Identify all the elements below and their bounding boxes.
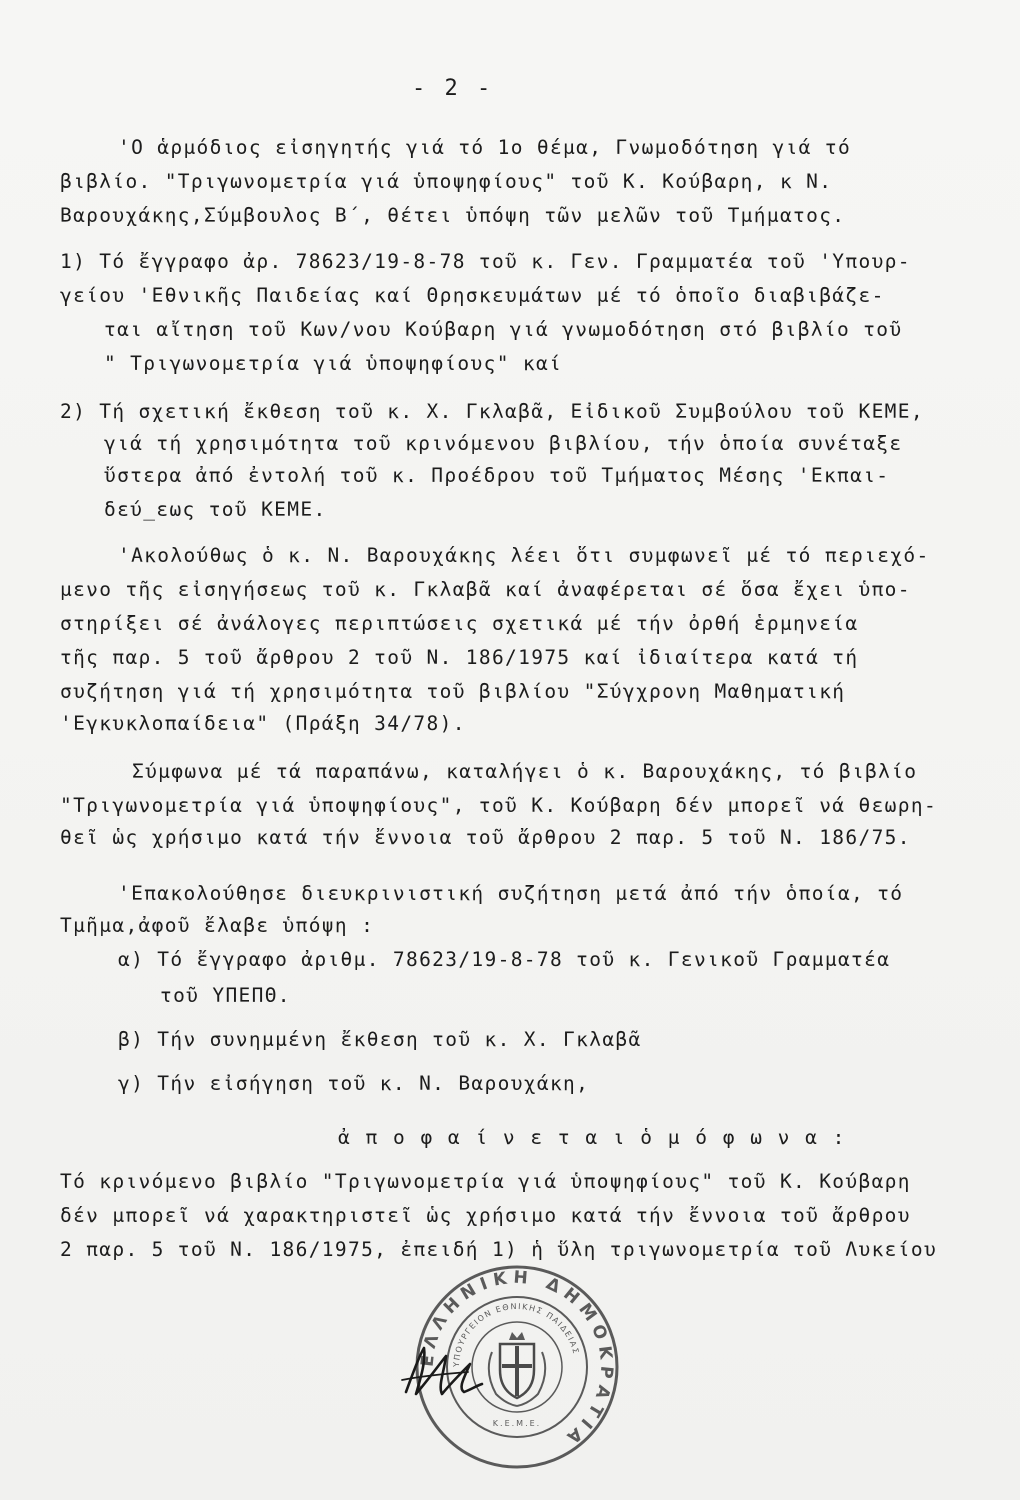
item1-line-2: γείου 'Εθνικῆς Παιδείας καί Θρησκευμάτων μέ τό ὁποῖο διαβιβάζε- [60, 284, 885, 307]
stamp-inner-text: ΥΠΟΥΡΓΕΙΟΝ ΕΘΝΙΚΗΣ ΠΑΙΔΕΙΑΣ [451, 1301, 581, 1368]
intro-line-1: 'Ο ἁρμόδιος εἰσηγητής γιά τό 1ο θέμα, Γνωμοδότηση γιά τό [118, 136, 852, 159]
conclusion-line-1: Σύμφωνα μέ τά παραπάνω, καταλήγει ὁ κ. Βαρουχάκης, τό βιβλίο [132, 760, 918, 783]
conclusion-line-2: "Τριγωνομετρία γιά ὑποψηφίους", τοῦ Κ. Κούβαρη δέν μπορεῖ νά θεωρη- [60, 794, 938, 817]
considered-item-b: β) Τήν συνημμένη ἔκθεση τοῦ κ. Χ. Γκλαβᾶ [118, 1028, 642, 1051]
item1-line-3: ται αἴτηση τοῦ Κων/νου Κούβαρη γιά γνωμοδότηση στό βιβλίο τοῦ [104, 318, 903, 341]
followup-line-4: τῆς παρ. 5 τοῦ ἄρθρου 2 τοῦ Ν. 186/1975 καί ἰδιαίτερα κατά τή [60, 646, 859, 669]
decision-line-3: 2 παρ. 5 τοῦ Ν. 186/1975, ἐπειδή 1) ἡ ὕλη τριγωνομετρία τοῦ Λυκείου [60, 1238, 938, 1261]
item2-line-2: γιά τή χρησιμότητα τοῦ κρινόμενου βιβλίου, τήν ὁποία συνέταξε [104, 432, 903, 455]
followup-line-6: 'Εγκυκλοπαίδεια" (Πράξη 34/78). [60, 712, 466, 735]
conclusion-line-3: θεῖ ὡς χρήσιμο κατά τήν ἔννοια τοῦ ἄρθρου 2 παρ. 5 τοῦ Ν. 186/75. [60, 826, 911, 849]
item1-line-1: 1) Τό ἔγγραφο ἀρ. 78623/19-8-78 τοῦ κ. Γεν. Γραμματέα τοῦ 'Υπουρ- [60, 250, 911, 273]
item1-line-4: " Τριγωνομετρία γιά ὑποψηφίους" καί [104, 352, 563, 375]
discussion-line-2: Τμῆμα,ἀφοῦ ἔλαβε ὑπόψη : [60, 914, 375, 937]
intro-line-2: βιβλίο. "Τριγωνομετρία γιά ὑποψηφίους" τοῦ Κ. Κούβαρη, κ Ν. [60, 170, 833, 193]
handwritten-signature [398, 1336, 488, 1410]
discussion-line-1: 'Επακολούθησε διευκρινιστική συζήτηση μετά ἀπό τήν ὁποία, τό [118, 882, 904, 905]
item2-line-4: δεύ_εως τοῦ ΚΕΜΕ. [104, 498, 327, 521]
stamp-outer-text: ΕΛΛΗΝΙΚΗ ΔΗΜΟΚΡΑΤΙΑ [417, 1267, 617, 1451]
considered-item-a-cont: τοῦ ΥΠΕΠΘ. [160, 984, 291, 1007]
followup-line-1: 'Ακολούθως ὁ κ. Ν. Βαρουχάκης λέει ὅτι συμφωνεῖ μέ τό περιεχό- [118, 544, 930, 567]
coat-of-arms-icon [489, 1332, 545, 1406]
followup-line-2: μενο τῆς εἰσηγήσεως τοῦ κ. Γκλαβᾶ καί ἀναφέρεται σέ ὅσα ἔχει ὑπο- [60, 578, 911, 601]
followup-line-3: στηρίξει σέ ἀνάλογες περιπτώσεις σχετικά μέ τήν ὀρθή ἑρμηνεία [60, 612, 859, 635]
considered-item-c: γ) Τήν εἰσήγηση τοῦ κ. Ν. Βαρουχάκη, [118, 1072, 590, 1095]
followup-line-5: συζήτηση γιά τή χρησιμότητα τοῦ βιβλίου "Σύγχρονη Μαθηματική [60, 680, 846, 703]
decision-line-1: Τό κρινόμενο βιβλίο "Τριγωνομετρία γιά ὑποψηφίους" τοῦ Κ. Κούβαρη [60, 1170, 911, 1193]
stamp-bottom-text: Κ.Ε.Μ.Ε. [492, 1419, 542, 1428]
decision-line-2: δέν μπορεῖ νά χαρακτηριστεῖ ὡς χρήσιμο κατά τήν ἔννοια τοῦ ἄρθρου [60, 1204, 911, 1227]
page-number: - 2 - [412, 76, 494, 101]
item2-line-3: ὕστερα ἀπό ἐντολή τοῦ κ. Προέδρου τοῦ Τμήματος Μέσης 'Εκπαι- [104, 464, 890, 487]
decision-heading: ἀ π ο φ α ί ν ε τ α ι ὁ μ ό φ ω ν α : [338, 1126, 847, 1149]
intro-line-3: Βαρουχάκης,Σύμβουλος Β΄, θέτει ὑπόψη τῶν μελῶν τοῦ Τμήματος. [60, 204, 846, 227]
considered-item-a: α) Τό ἔγγραφο ἀριθμ. 78623/19-8-78 τοῦ κ. Γενικοῦ Γραμματέα [118, 948, 891, 971]
item2-line-1: 2) Τή σχετική ἔκθεση τοῦ κ. Χ. Γκλαβᾶ, Εἰδικοῦ Συμβούλου τοῦ ΚΕΜΕ, [60, 400, 924, 423]
signature-scribble-icon [398, 1336, 488, 1406]
